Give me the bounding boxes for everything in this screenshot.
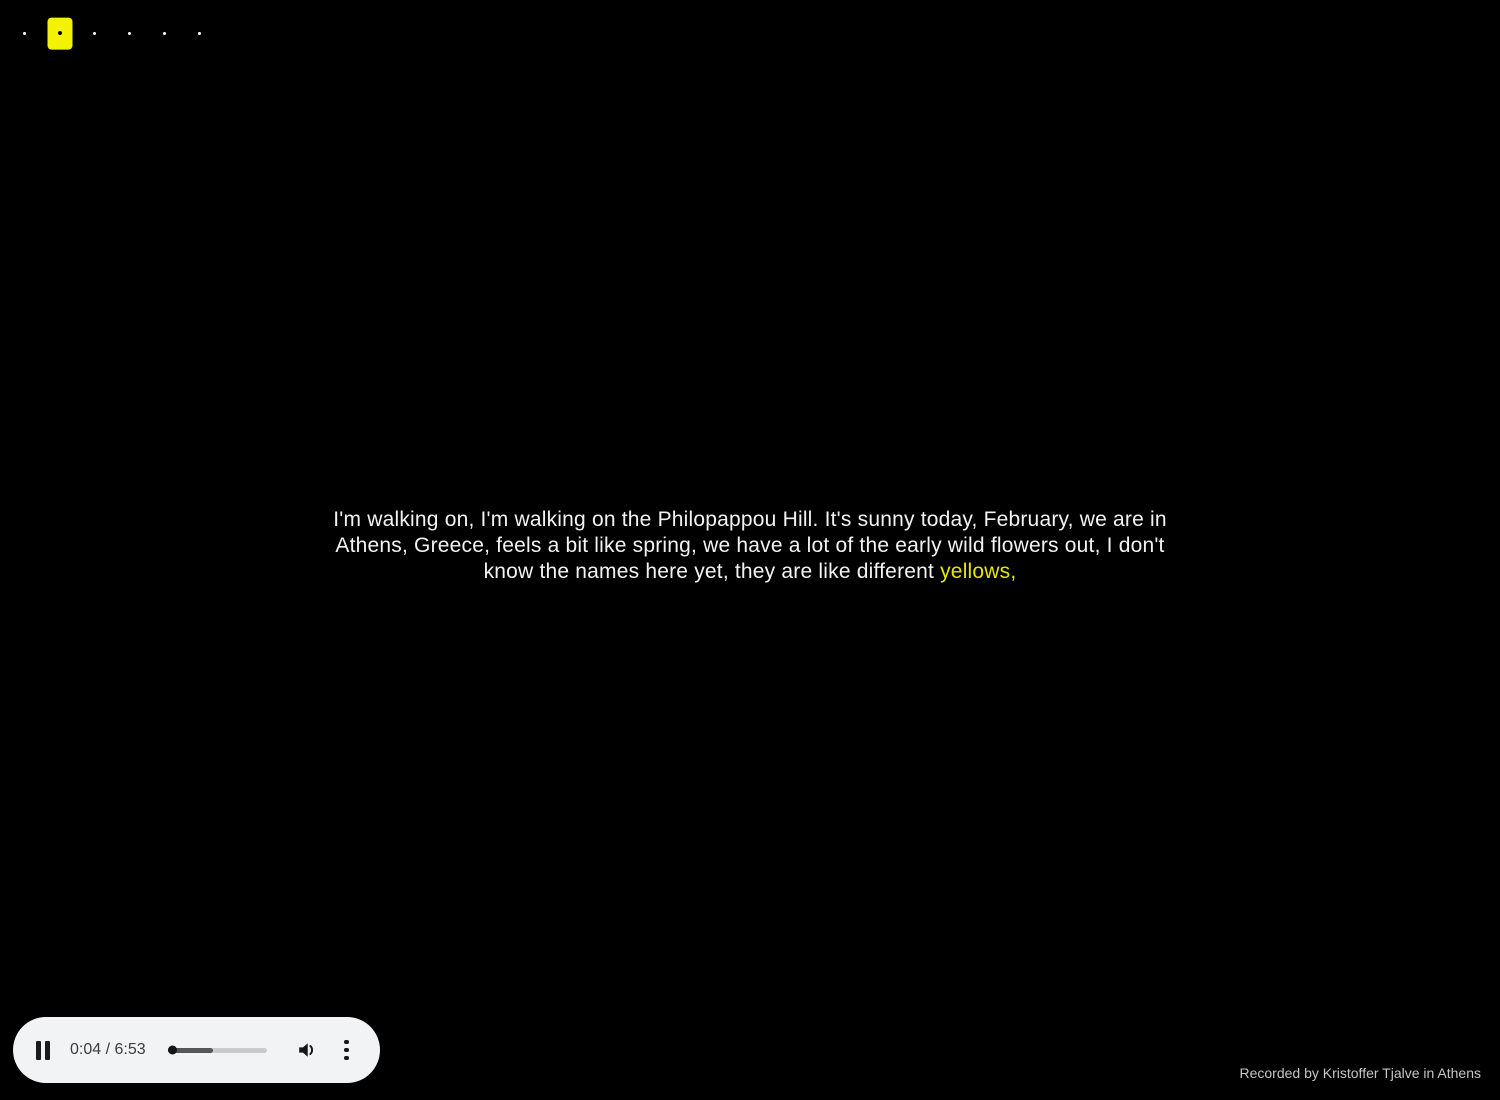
pause-button[interactable] — [36, 1041, 50, 1060]
transcript-caption — [0, 507, 1500, 585]
caption-highlight-word: yellows, — [940, 560, 1017, 583]
nav-dot-3[interactable] — [77, 13, 112, 53]
nav-dot-5[interactable] — [147, 13, 182, 53]
caption-line-3 — [0, 559, 1500, 585]
pause-icon — [36, 1041, 41, 1060]
seek-bar[interactable] — [168, 1048, 267, 1053]
audio-player[interactable] — [13, 1017, 380, 1083]
credit-text: Recorded by Kristoffer Tjalve in Athens — [1239, 1065, 1481, 1081]
dot-icon — [58, 31, 62, 35]
episode-dot-nav — [7, 13, 217, 53]
nav-dot-2-active[interactable] — [42, 13, 77, 53]
kebab-menu-icon — [344, 1056, 349, 1061]
nav-dot-6[interactable] — [182, 13, 217, 53]
time-display: 0:04 / 6:53 — [70, 1041, 146, 1058]
speaker-icon — [296, 1039, 318, 1061]
seek-thumb[interactable] — [168, 1046, 177, 1055]
dot-icon — [93, 32, 96, 35]
caption-line-1: I'm walking on, I'm walking on the Philopappou Hill. It's sunny today, February, we are in — [333, 508, 1167, 531]
nav-dot-4[interactable] — [112, 13, 147, 53]
overflow-menu-button[interactable] — [341, 1040, 353, 1061]
pause-icon — [45, 1041, 50, 1060]
kebab-menu-icon — [344, 1040, 349, 1045]
nav-dot-1[interactable] — [7, 13, 42, 53]
kebab-menu-icon — [344, 1048, 349, 1053]
volume-button[interactable] — [296, 1039, 318, 1061]
dot-icon — [198, 32, 201, 35]
caption-line-2: Athens, Greece, feels a bit like spring, we have a lot of the early wild flowers out, I don't — [335, 534, 1165, 557]
dot-icon — [128, 32, 131, 35]
caption-line-3-text: know the names here yet, they are like different — [483, 560, 935, 583]
dot-icon — [163, 32, 166, 35]
dot-icon — [23, 32, 26, 35]
